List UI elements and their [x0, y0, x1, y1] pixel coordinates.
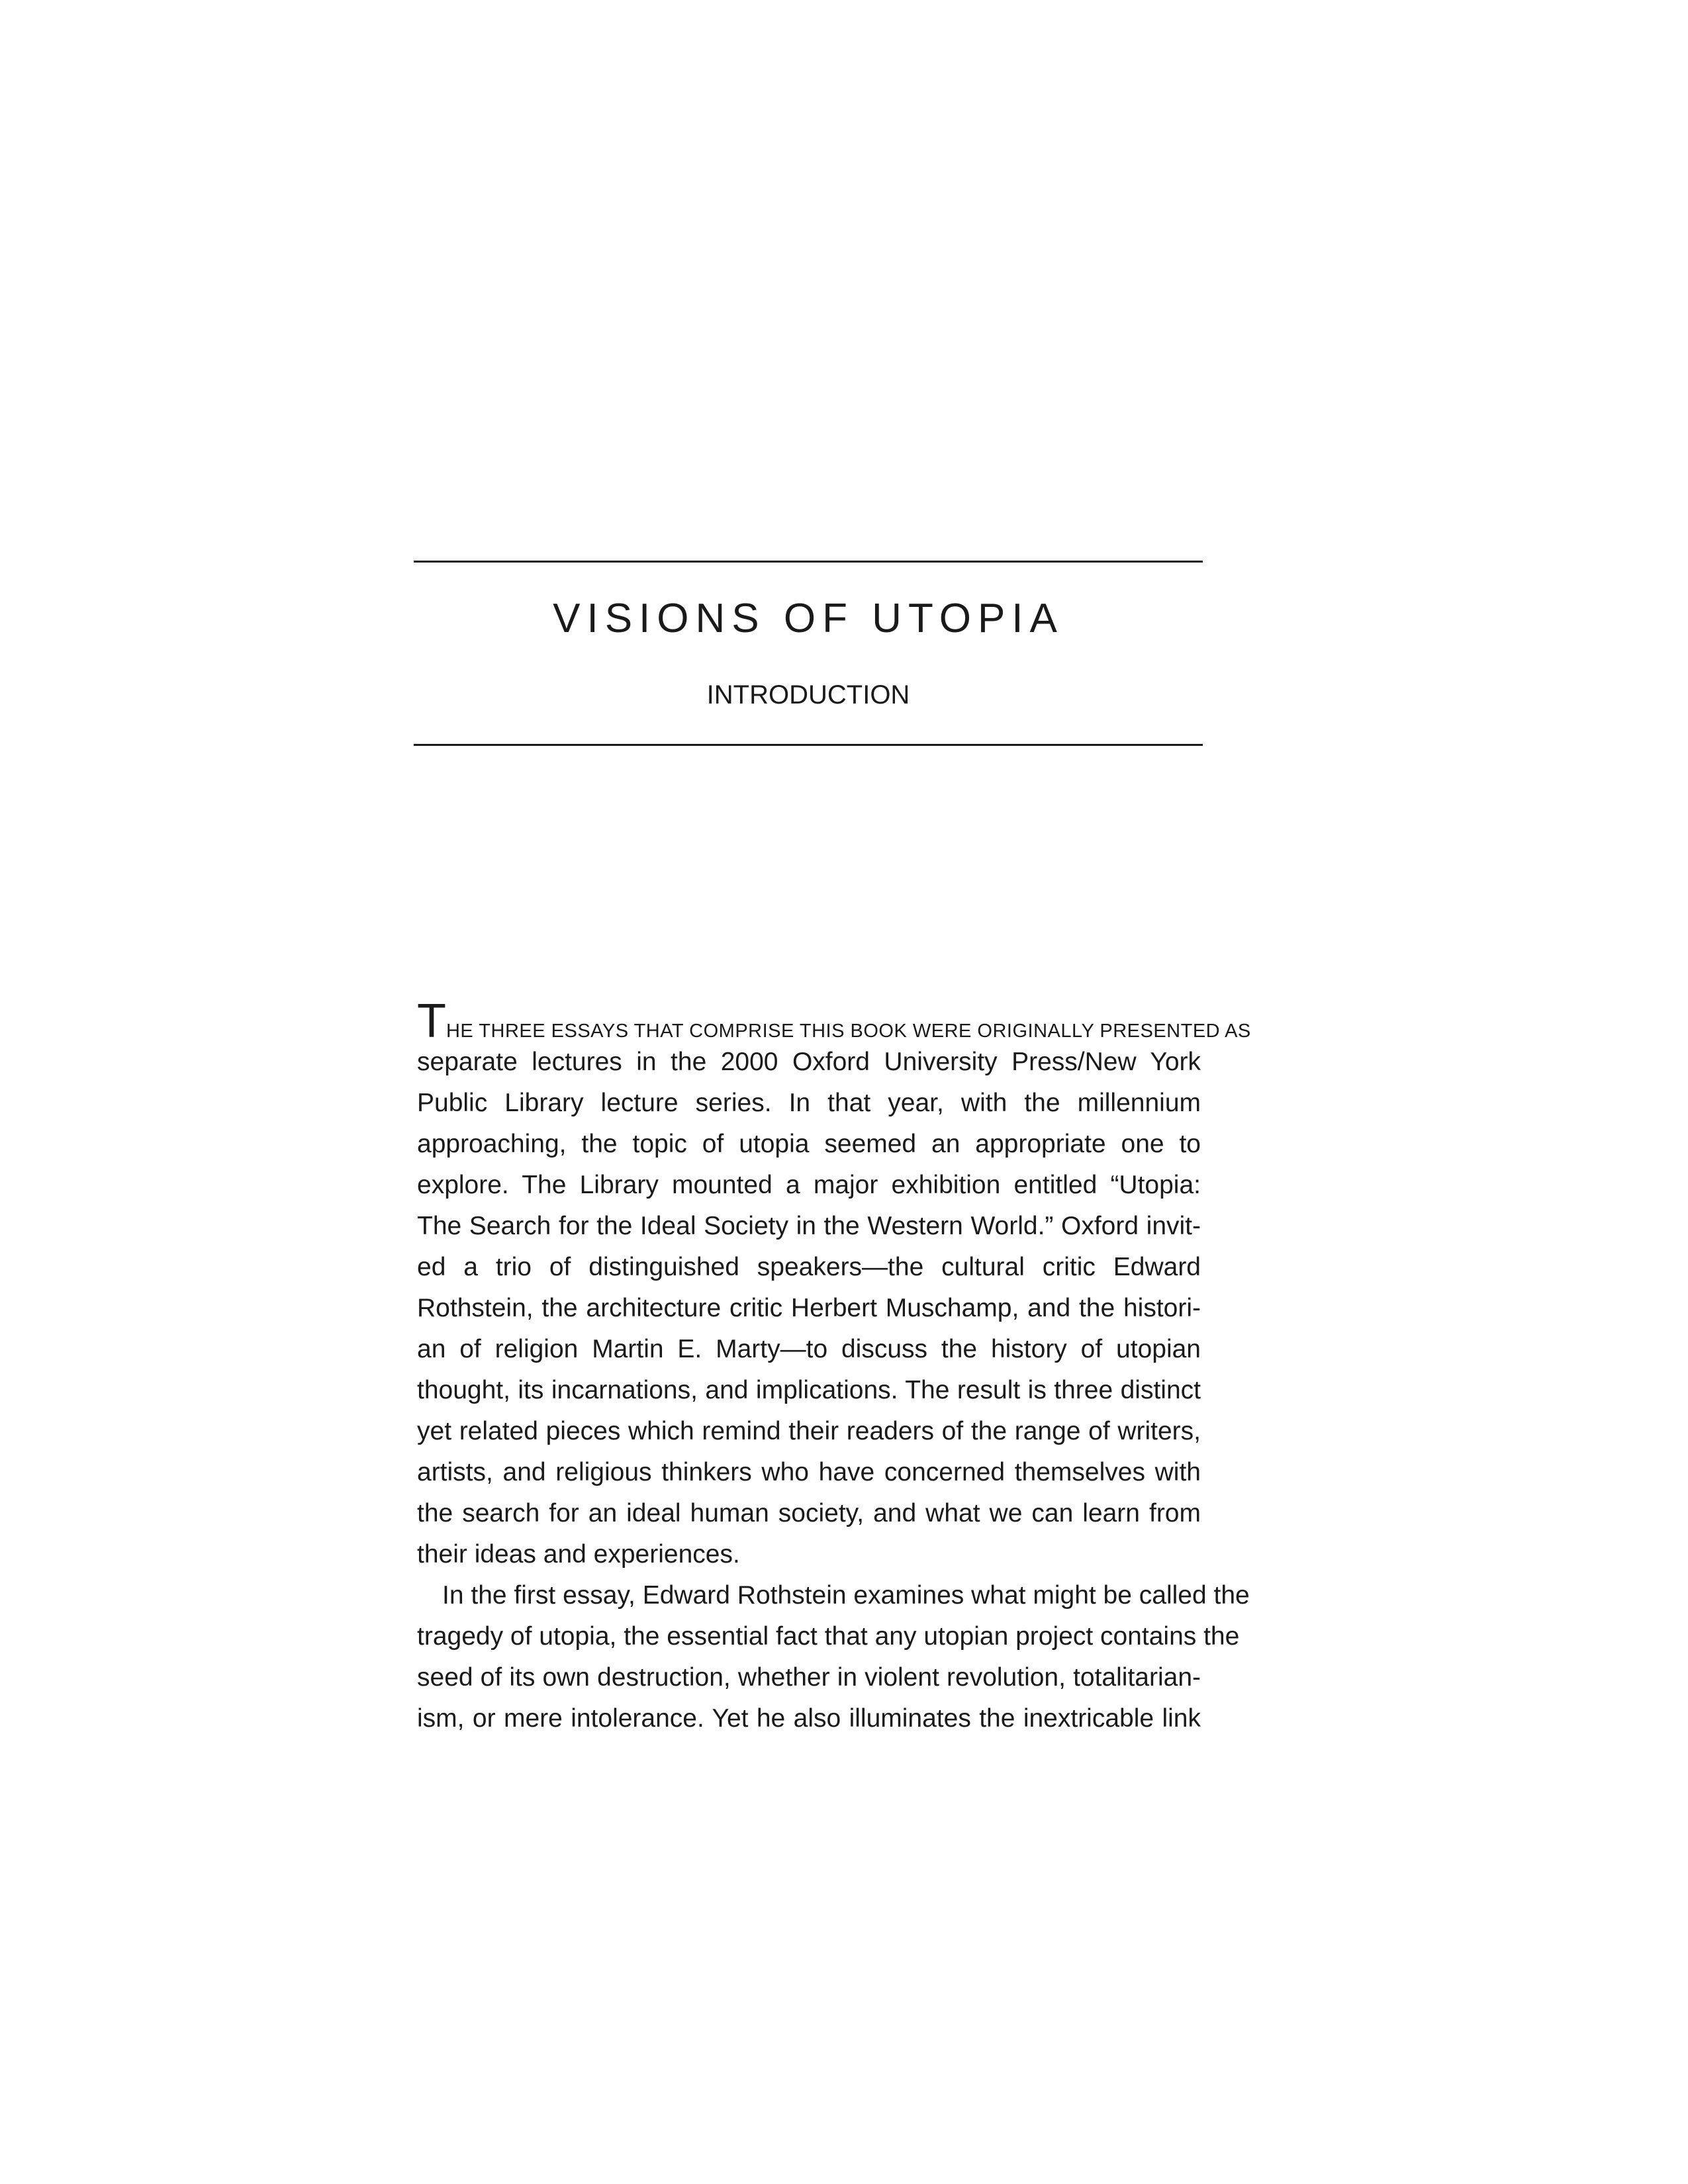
text-line: ism, or mere intolerance. Yet he also illuminates the inextricable link: [417, 1704, 1201, 1733]
text-line: ed a trio of distinguished speakers—the cultural critic Edward: [417, 1253, 1201, 1281]
text-line: Public Library lecture series. In that year, with the millennium: [417, 1089, 1201, 1117]
text-line: separate lectures in the 2000 Oxford University Press/New York: [417, 1048, 1201, 1076]
text-line: their ideas and experiences.: [417, 1540, 740, 1569]
text-line: seed of its own destruction, whether in violent revolution, totalitarian-: [417, 1663, 1201, 1692]
text-line: the search for an ideal human society, and what we can learn from: [417, 1499, 1201, 1527]
lead-in: HE THREE ESSAYS THAT COMPRISE THIS BOOK WERE ORIGINALLY PRESENTED AS: [445, 1021, 1251, 1042]
text-line: approaching, the topic of utopia seemed an appropriate one to: [417, 1130, 1201, 1158]
text-line: yet related pieces which remind their readers of the range of writers,: [417, 1417, 1201, 1445]
text-line: In the first essay, Edward Rothstein examines what might be called the: [442, 1581, 1250, 1610]
text-line: Rothstein, the architecture critic Herbert Muschamp, and the histori-: [417, 1294, 1201, 1322]
text-line: The Search for the Ideal Society in the Western World.” Oxford invit-: [417, 1212, 1201, 1240]
bottom-rule: [414, 744, 1203, 746]
drop-cap: T: [417, 995, 446, 1048]
book-title: VISIONS OF UTOPIA: [553, 596, 1064, 641]
text-line: artists, and religious thinkers who have concerned themselves with: [417, 1458, 1201, 1486]
text-line: an of religion Martin E. Marty—to discuss the history of utopian: [417, 1335, 1201, 1363]
paragraph-1: [417, 995, 1251, 1575]
paragraph-2: [417, 1575, 1250, 1739]
text-line: thought, its incarnations, and implications. The result is three distinct: [417, 1376, 1201, 1404]
first-line: [417, 995, 1251, 1048]
section-title: INTRODUCTION: [706, 680, 910, 709]
text-line: tragedy of utopia, the essential fact that any utopian project contains the: [417, 1622, 1240, 1651]
top-rule: [414, 561, 1203, 563]
text-line: explore. The Library mounted a major exhibition entitled “Utopia:: [417, 1171, 1201, 1199]
body-text: [417, 995, 1251, 1739]
